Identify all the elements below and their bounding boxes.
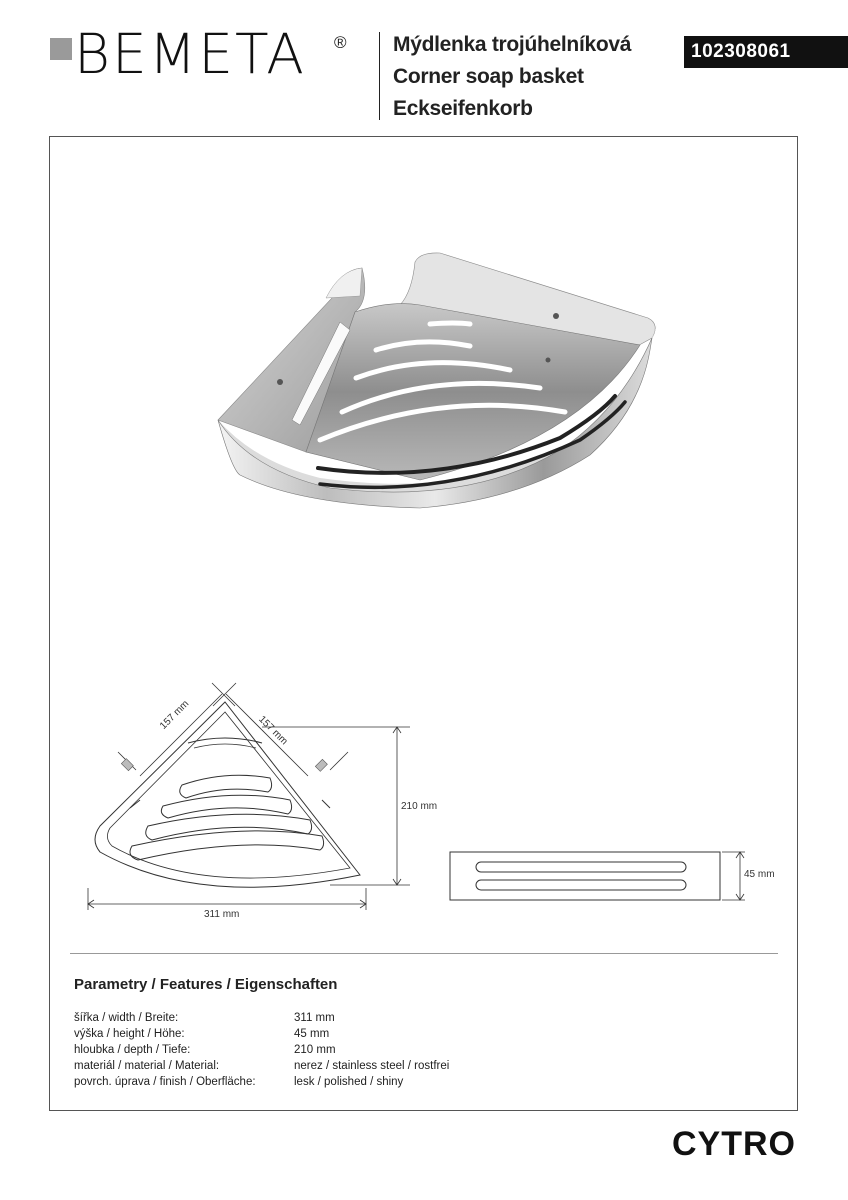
front-view-drawing: [450, 852, 720, 900]
brand-logo: BEMETA: [74, 22, 306, 86]
spec-row: [74, 1042, 674, 1058]
spec-row: [74, 1026, 674, 1042]
spec-value: 210 mm: [294, 1044, 336, 1056]
spec-label: materiál / material / Material:: [74, 1060, 220, 1072]
product-code-badge: 102308061: [684, 36, 848, 68]
spec-value: nerez / stainless steel / rostfrei: [294, 1060, 450, 1072]
dimension-side-right: 157 mm: [256, 714, 290, 748]
spec-row: [74, 1058, 674, 1074]
dimension-height: 45 mm: [744, 869, 775, 880]
spec-row: [74, 1010, 674, 1026]
dimension-depth: 210 mm: [401, 801, 438, 812]
title-czech: Mýdlenka trojúhelníková: [393, 33, 632, 56]
title-german: Eckseifenkorb: [393, 97, 533, 120]
spec-row: [74, 1074, 674, 1090]
spec-value: 311 mm: [294, 1012, 335, 1024]
spec-value: 45 mm: [294, 1028, 330, 1040]
spec-label: výška / height / Höhe:: [74, 1028, 185, 1040]
spec-label: hloubka / depth / Tiefe:: [74, 1044, 191, 1056]
dimension-lines: [88, 683, 410, 910]
section-divider: [70, 953, 778, 954]
title-english: Corner soap basket: [393, 65, 584, 88]
spec-label: povrch. úprava / finish / Oberfläche:: [74, 1076, 256, 1088]
spec-label: šířka / width / Breite:: [74, 1012, 179, 1024]
dimension-width: 311 mm: [204, 909, 240, 920]
features-heading: Parametry / Features / Eigenschaften: [74, 976, 338, 993]
product-photo: [218, 253, 658, 508]
series-name: CYTRO: [672, 1125, 796, 1163]
spec-value: lesk / polished / shiny: [294, 1076, 404, 1088]
dimension-side-left: 157 mm: [158, 698, 192, 732]
top-view-drawing: [95, 702, 360, 887]
height-dimension-line: [722, 852, 745, 900]
registered-mark: ®: [334, 33, 347, 52]
